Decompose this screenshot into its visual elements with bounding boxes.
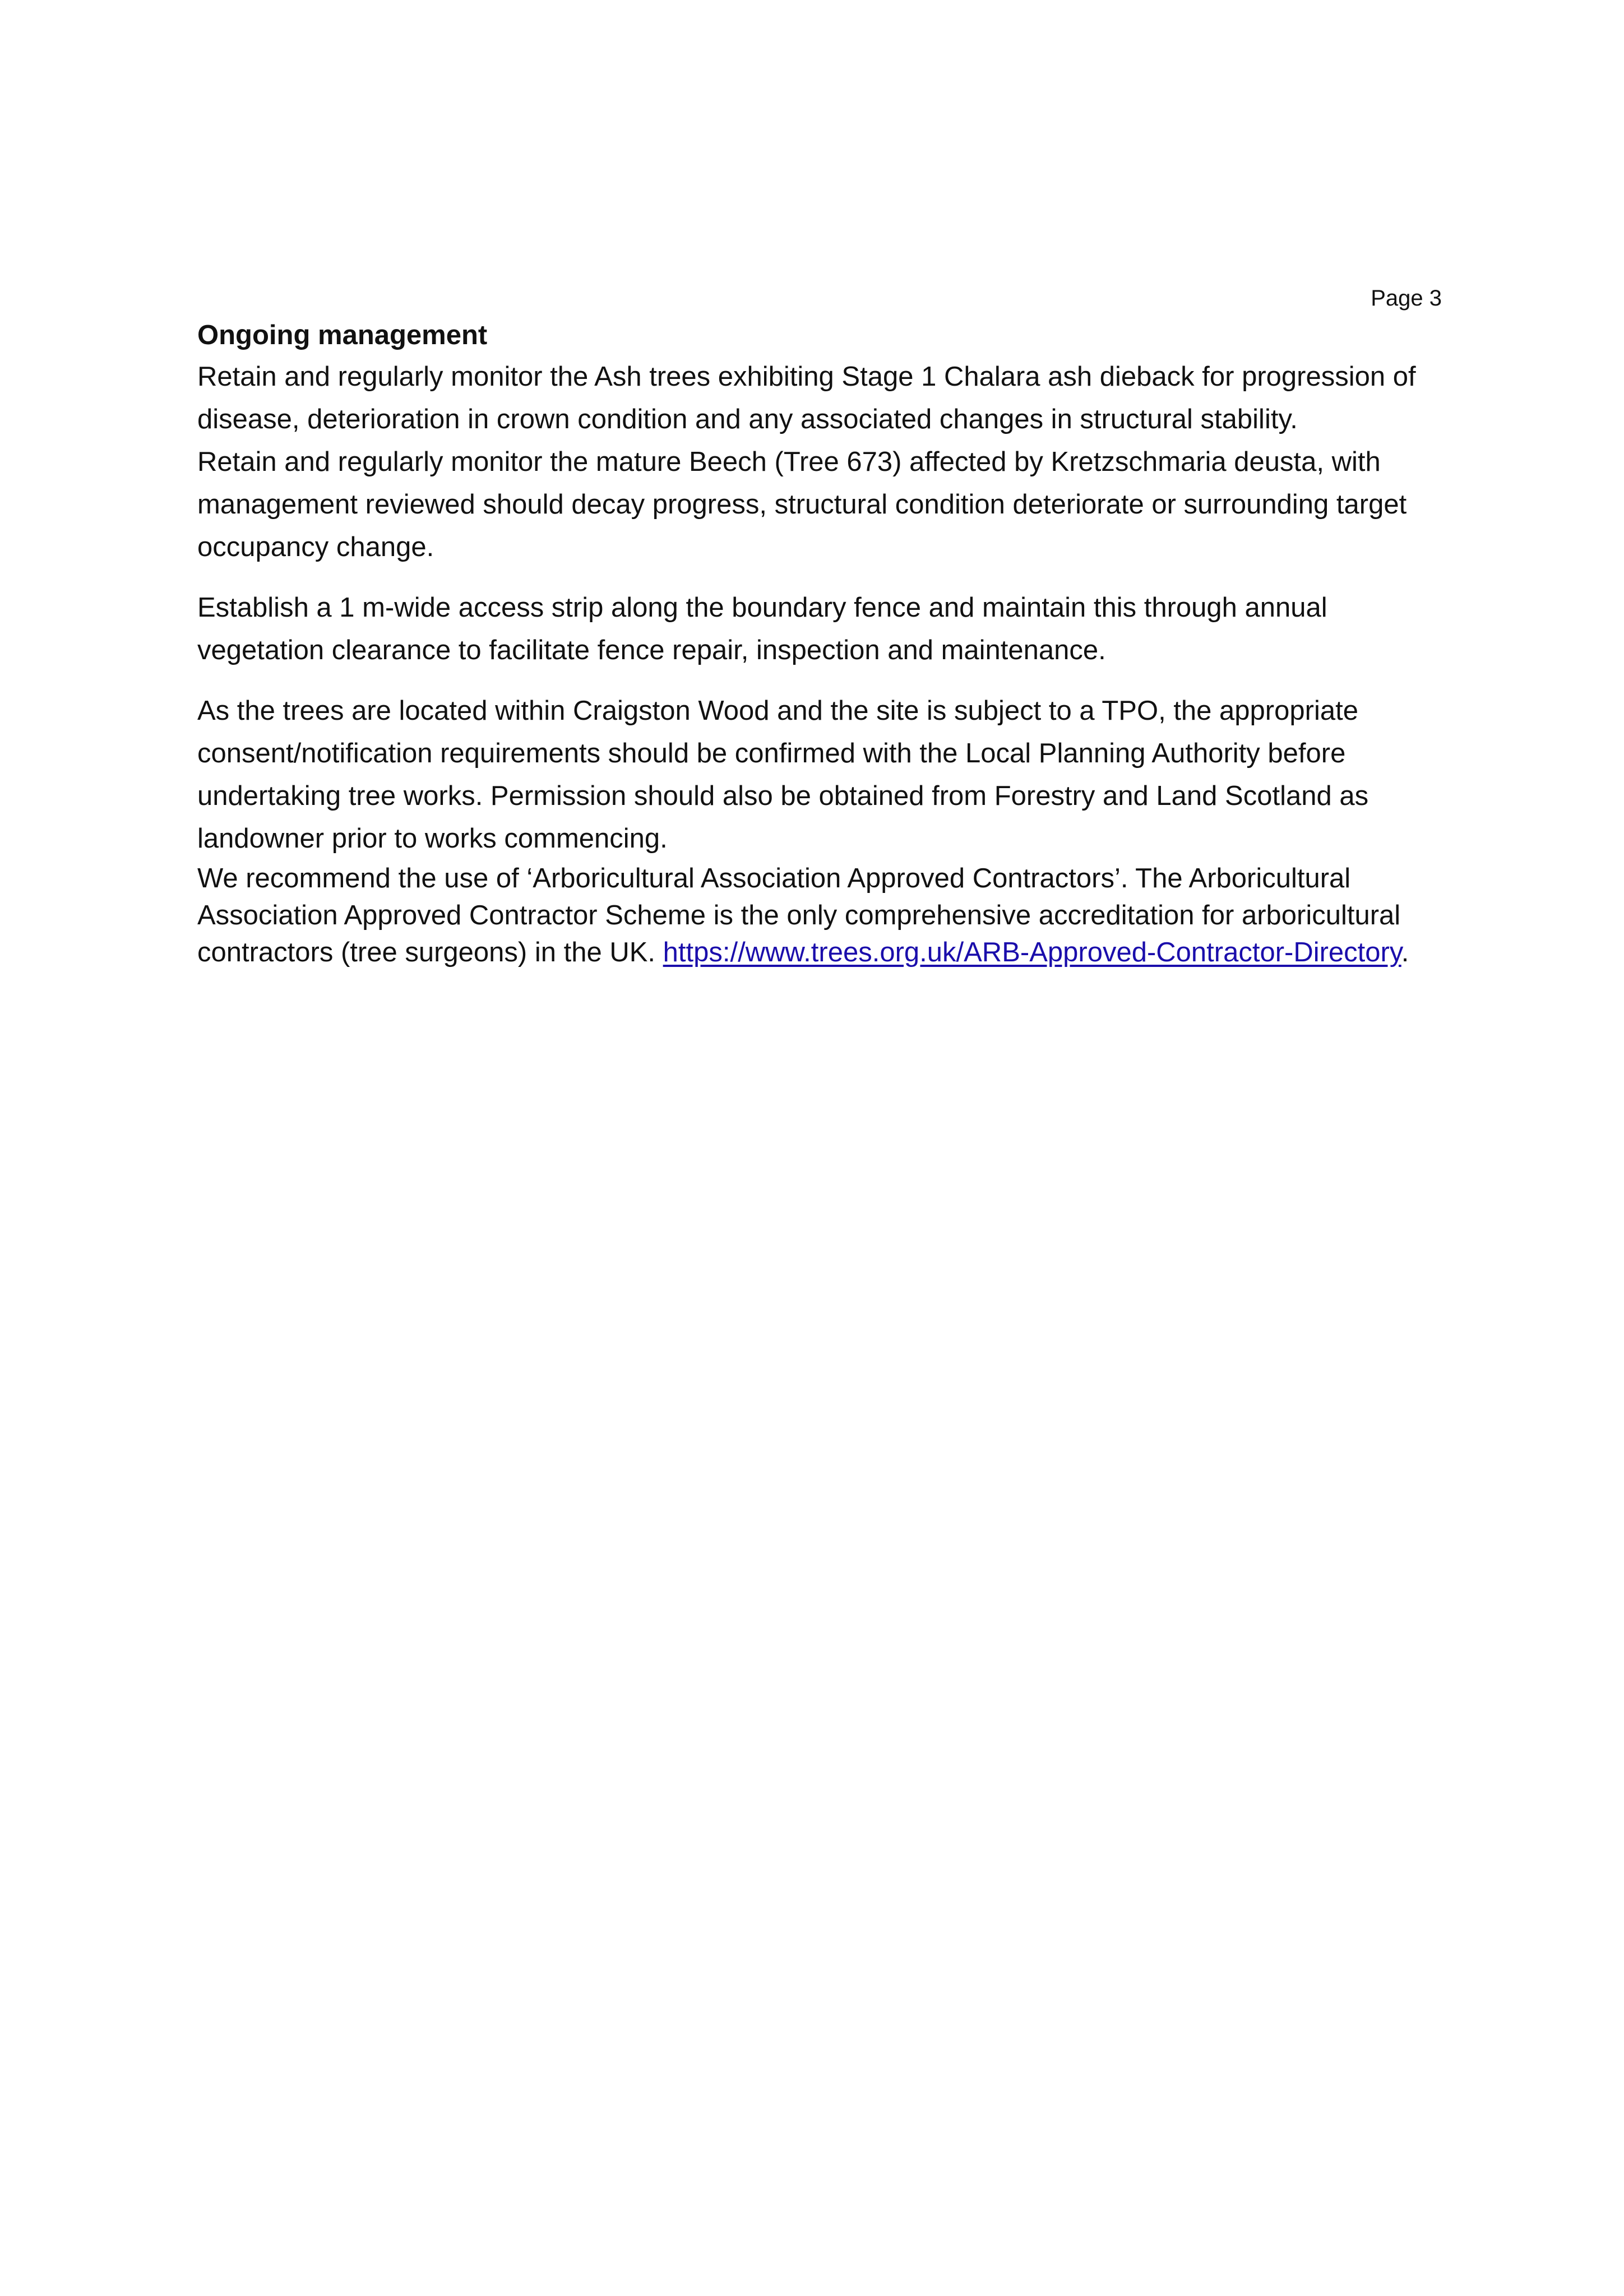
paragraph-access-strip: Establish a 1 m-wide access strip along the boundary fence and maintain this through annual vegetation clearance to facilitate fence repair, inspection and maintenance. [197,592,1327,665]
page-content [197,315,1442,971]
paragraph-ash-monitoring: Retain and regularly monitor the Ash trees exhibiting Stage 1 Chalara ash dieback for progression of disease, deterioration in crown condition and any associated changes in structural stability. [197,362,1416,434]
paragraph-beech-monitoring: Retain and regularly monitor the mature Beech (Tree 673) affected by Kretzschmaria deusta, with management reviewed should decay progress, structural condition deteriorate or surrounding target occupancy change. [197,447,1407,562]
recommendation-paragraph [197,860,1442,971]
page-number: Page 3 [1371,286,1442,311]
section-heading: Ongoing management [197,320,488,350]
recommendation-text: We recommend the use of ‘Arboricultural Association Approved Contractors’. The Arboricultural Association Approved Contractor Scheme is the only comprehensive accreditation for arboricultural contractors (tree surgeons) in the UK. [197,863,1401,968]
recommendation-trailing-period: . [1401,937,1409,968]
paragraph-tpo-consent: As the trees are located within Craigston Wood and the site is subject to a TPO, the appropriate consent/notification requirements should be confirmed with the Local Planning Authority before undertaking tree works. Permission should also be obtained from Forestry and Land Scotland as landowner prior to works commencing. [197,696,1369,854]
approved-contractor-directory-link[interactable]: https://www.trees.org.uk/ARB-Approved-Contractor-Directory [663,937,1401,968]
